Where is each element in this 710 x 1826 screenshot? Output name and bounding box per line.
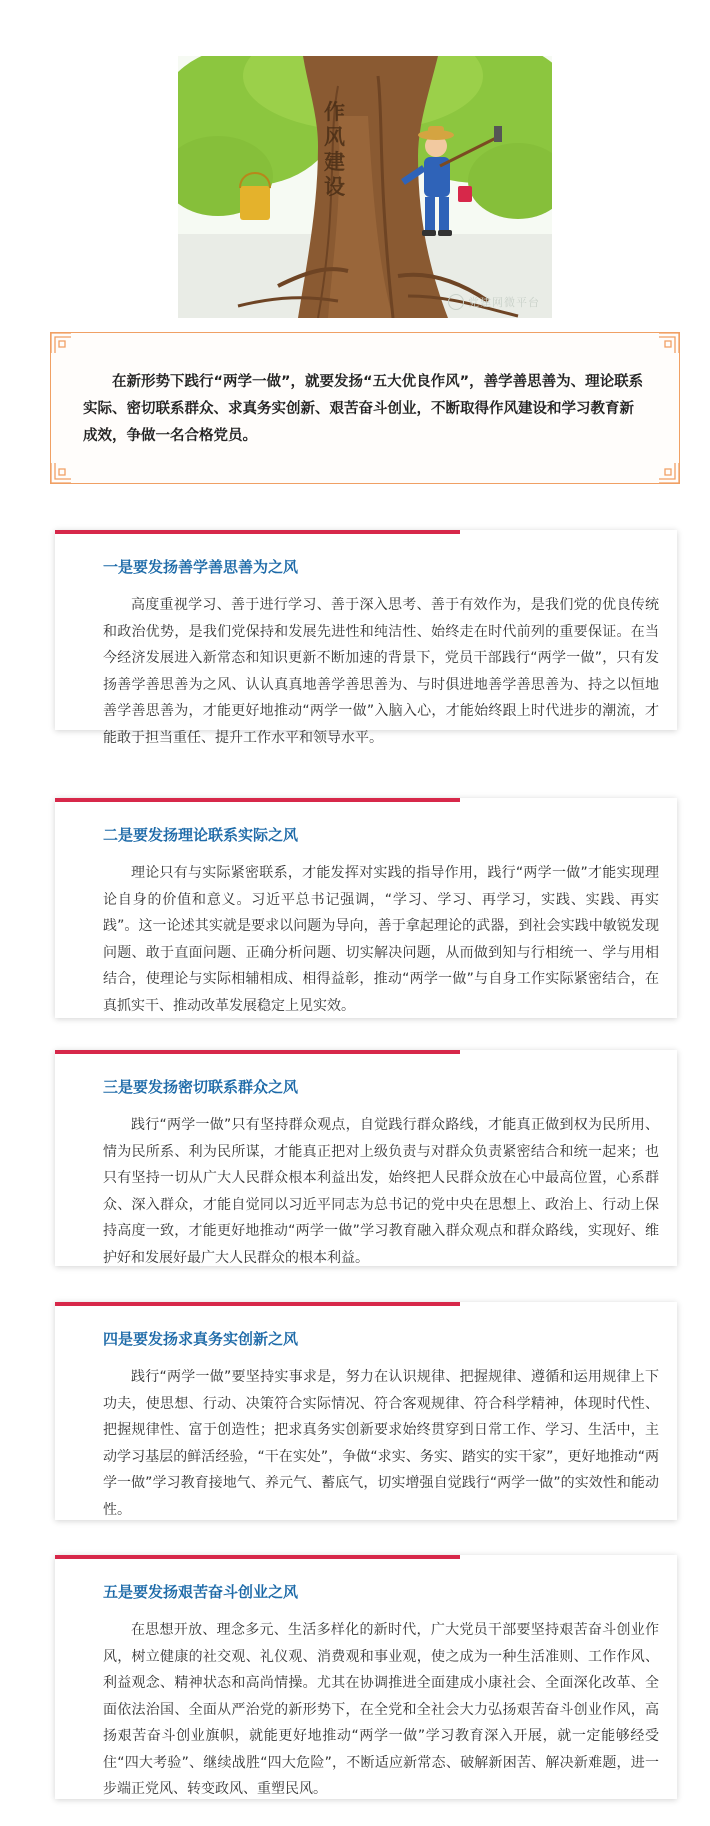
hero-illustration [178,56,552,318]
section-body: 高度重视学习、善于进行学习、善于深入思考、善于有效作为，是我们党的优良传统和政治优势，是我们党保持和发展先进性和纯洁性、始终走在时代前列的重要保证。在当今经济发展进入新常态和知识更新不断加速的背景下，党员干部践行“两学一做”，只有发扬善学善思善为之风、认认真真地善学善思善为、与时俱进地善学善思善为、持之以恒地善学善思善为，才能更好地推动“两学一做”入脑入心，才能始终跟上时代进步的潮流，才能敢于担当重任、提升工作水平和领导水平。 [103,597,659,746]
section-accent-bar [55,530,460,534]
section-body: 践行“两学一做”只有坚持群众观点，自觉践行群众路线，才能真正做到权为民所用、情为民所系、利为民所谋，才能真正把对上级负责与对群众负责紧密结合和统一起来；也只有坚持一切从广大人民群众根本利益出发，始终把人民群众放在心中最高位置，心系群众、深入群众，才能自觉同以习近平同志为总书记的党中央在思想上、政治上、行动上保持高度一致，才能更好地推动“两学一做”学习教育融入群众观点和群众路线，实现好、维护好和发展好最广大人民群众的根本利益。 [103,1117,659,1266]
intro-text: 在新形势下践行“两学一做”，就要发扬“五大优良作风”，善学善思善为、理论联系实际、密切联系群众、求真务实创新、艰苦奋斗创业，不断取得作风建设和学习教育新成效，争做一名合格党员。 [83,374,644,444]
section-accent-bar [55,798,460,802]
section-card-3 [55,1050,677,1266]
section-accent-bar [55,1555,460,1559]
section-title: 五是要发扬艰苦奋斗创业之风 [103,1583,299,1601]
watermark-text: 党建网微平台 [468,296,540,309]
tree-cartoon [178,56,552,318]
section-card-4 [55,1302,677,1520]
corner-ornament-icon [657,461,681,485]
section-title: 一是要发扬善学善思善为之风 [103,558,299,576]
corner-ornament-icon [49,461,73,485]
corner-ornament-icon [657,331,681,355]
section-title: 四是要发扬求真务实创新之风 [103,1330,299,1348]
section-card-5 [55,1555,677,1799]
section-accent-bar [55,1050,460,1054]
section-title: 三是要发扬密切联系群众之风 [103,1078,299,1096]
section-body: 践行“两学一做”要坚持实事求是，努力在认识规律、把握规律、遵循和运用规律上下功夫，使思想、行动、决策符合实际情况、符合客观规律、符合科学精神，体现时代性、把握规律性、富于创造性；把求真务实创新要求始终贯穿到日常工作、学习、生活中，主动学习基层的鲜活经验，“干在实处”，争做“求实、务实、踏实的实干家”，更好地推动“两学一做”学习教育接地气、养元气、蓄底气，切实增强自觉践行“两学一做”的实效性和能动性。 [103,1369,659,1518]
intro-box [50,332,680,484]
section-body: 理论只有与实际紧密联系，才能发挥对实践的指导作用，践行“两学一做”才能实现理论自身的价值和意义。习近平总书记强调，“学习、学习、再学习，实践、实践、再实践”。这一论述其实就是要求以问题为导向，善于拿起理论的武器，到社会实践中敏锐发现问题、敢于直面问题、正确分析问题、切实解决问题，从而做到知与行相统一、学与用相结合，使理论与实际相辅相成、相得益彰，推动“两学一做”与自身工作实际紧密结合，在真抓实干、推动改革发展稳定上见实效。 [103,865,659,1014]
wechat-icon [448,294,464,310]
section-body: 在思想开放、理念多元、生活多样化的新时代，广大党员干部要坚持艰苦奋斗创业作风，树立健康的社交观、礼仪观、消费观和事业观，使之成为一种生活准则、工作作风、利益观念、精神状态和高尚情操。尤其在协调推进全面建成小康社会、全面深化改革、全面依法治国、全面从严治党的新形势下，在全党和全社会大力弘扬艰苦奋斗创业作风，高扬艰苦奋斗创业旗帜，就能更好地推动“两学一做”学习教育深入开展，就一定能够经受住“四大考验”、继续战胜“四大危险”，不断适应新常态、破解新困苦、解决新难题，进一步端正党风、转变政风、重塑民风。 [103,1622,659,1797]
hero-sign-text: 作风建设 [324,100,345,199]
section-card-1 [55,530,677,746]
section-card-2 [55,798,677,1018]
section-title: 二是要发扬理论联系实际之风 [103,826,299,844]
corner-ornament-icon [49,331,73,355]
watermark [448,294,540,310]
section-accent-bar [55,1302,460,1306]
